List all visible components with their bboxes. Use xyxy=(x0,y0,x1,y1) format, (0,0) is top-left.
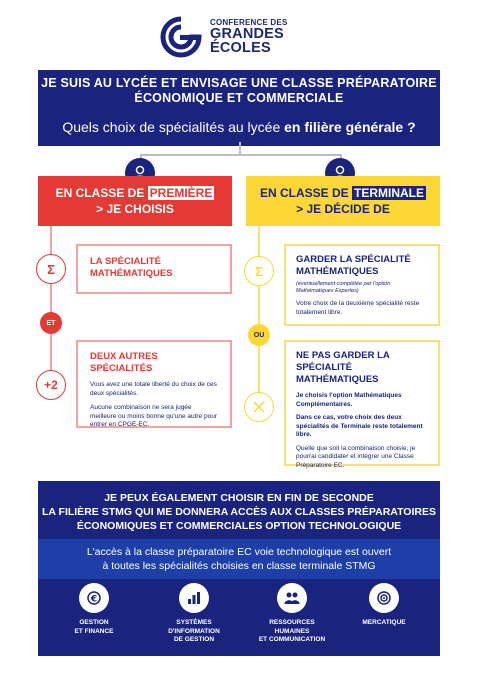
logo-line1: GRANDES xyxy=(210,25,284,42)
connector-h-top xyxy=(140,154,340,156)
right-tree-line xyxy=(258,226,260,411)
track1-l2: ET FINANCE xyxy=(74,627,114,635)
page-title xyxy=(38,76,440,106)
et-label: ET xyxy=(46,319,56,327)
ou-label: OU xyxy=(253,331,265,339)
terminale-highlight: TERMINALE xyxy=(354,186,425,200)
stmg-title xyxy=(38,491,440,533)
stmg-text xyxy=(38,545,440,573)
card2-title: DEUX AUTRES SPÉCIALITÉS xyxy=(90,351,158,374)
r-card2-title-l1: NE PAS GARDER LA xyxy=(296,350,390,361)
card1-title-l2: MATHÉMATIQUES xyxy=(90,268,173,279)
logo-small-text: CONFERENCE DES xyxy=(210,17,288,27)
track4-l1: MERCATIQUE xyxy=(362,619,406,626)
stmg-title-l3: ÉCONOMIQUES ET COMMERCIALES OPTION TECHNOLOGIQUE xyxy=(76,520,402,532)
stmg-section xyxy=(38,481,440,656)
card2-p2: Aucune combinaison ne sera jugée meilleure ou moins bonne qu'une autre pour entrer en CPGE-EC. xyxy=(90,404,217,428)
question-mark: ? xyxy=(407,119,416,135)
r-card2-p2: Dans ce cas, votre choix des deux spécialités de Terminale reste totalement libre. xyxy=(296,414,423,438)
track2-l2: D'INFORMATION xyxy=(168,627,220,635)
sigma-icon: Σ xyxy=(255,263,263,279)
terminale-head-line2: > JE DÉCIDE DE xyxy=(296,202,390,216)
logo xyxy=(160,14,330,60)
money-icon xyxy=(79,583,109,613)
card2-p1: Vous avez une totale liberté du choix de ces deux spécialités. xyxy=(90,381,217,397)
r-card1-note: (éventuellement complétée par l'option Mathématiques Expertes) xyxy=(296,281,391,294)
r-card1-p: Votre choix de la deuxième spécialité reste totalement libre. xyxy=(296,300,420,316)
question-bold: en filière générale xyxy=(284,119,404,135)
track-gestion-finance xyxy=(54,583,134,636)
sigma-icon: Σ xyxy=(47,261,55,277)
cross-icon xyxy=(252,400,266,414)
card-ne-pas-garder xyxy=(284,340,440,469)
premiere-head-line2: > JE CHOISIS xyxy=(96,202,174,216)
title-line2: ÉCONOMIQUE ET COMMERCIALE xyxy=(134,91,344,105)
r-card2-p1: Je choisis l'option Mathématiques Complémentaires. xyxy=(296,392,402,408)
card-specialite-maths xyxy=(76,244,232,294)
r-card2-title-l2: SPÉCIALITÉ MATHÉMATIQUES xyxy=(296,362,379,385)
chart-icon xyxy=(179,583,209,613)
track3-l3: ET COMMUNICATION xyxy=(258,636,326,643)
svg-text:€: € xyxy=(90,594,98,605)
marketing-icon xyxy=(369,583,399,613)
track-mercatique xyxy=(344,583,424,628)
premiere-header xyxy=(38,176,232,226)
ou-pill xyxy=(248,324,270,346)
logo-line2: ÉCOLES xyxy=(210,40,271,56)
track-sig xyxy=(154,583,234,645)
question-pre: Quels choix de spécialités au lycée xyxy=(62,119,281,135)
stmg-text-l2: à toutes les spécialités choisies en classe terminale STMG xyxy=(102,560,376,572)
math-badge-left xyxy=(36,254,66,284)
terminale-head-pre: EN CLASSE DE xyxy=(259,186,349,200)
card-garder-maths xyxy=(284,244,440,326)
plus-two-label: +2 xyxy=(44,378,58,392)
stmg-text-l1: L'accès à la classe préparatoire EC voie technologique est ouvert xyxy=(86,546,392,558)
people-icon xyxy=(277,583,307,613)
track2-l1: SYSTÈMES xyxy=(176,619,212,626)
premiere-head-pre: EN CLASSE DE xyxy=(55,186,145,200)
plus-two-badge xyxy=(36,370,66,400)
et-pill xyxy=(40,312,62,334)
question-banner xyxy=(38,112,440,142)
card1-title-l1: LA SPÉCIALITÉ xyxy=(90,256,161,267)
r-card1-title-l1: GARDER LA SPÉCIALITÉ xyxy=(296,254,411,265)
question-text xyxy=(62,119,415,135)
stmg-title-l1: JE PEUX ÉGALEMENT CHOISIR EN FIN DE SECONDE xyxy=(104,492,374,504)
track3-l2: HUMAINES xyxy=(274,627,310,635)
terminale-header xyxy=(246,176,440,226)
connector-v-center xyxy=(239,142,241,154)
card-deux-specialites xyxy=(76,340,232,428)
stmg-title-l2: LA FILIÈRE STMG QUI ME DONNERA ACCÈS AUX CLASSES PRÉPARATOIRES xyxy=(42,506,436,518)
track3-l1: RESSOURCES xyxy=(269,619,315,626)
track2-l3: DE GESTION xyxy=(173,636,215,643)
math-badge-right xyxy=(244,256,274,286)
title-line1: JE SUIS AU LYCÉE ET ENVISAGE UNE CLASSE PRÉPARATOIRE xyxy=(41,76,437,90)
cross-badge xyxy=(244,392,274,422)
track1-l1: GESTION xyxy=(79,619,109,626)
track-rh xyxy=(252,583,332,645)
r-card1-title-l2: MATHÉMATIQUES xyxy=(296,266,379,277)
cge-logo-icon xyxy=(160,16,202,58)
r-card2-p3: Quelle que soit la combinaison choisie, je pourrai candidater et intégrer une Classe Préparatoire EC. xyxy=(296,444,416,469)
premiere-highlight: PREMIÈRE xyxy=(149,186,213,200)
left-tree-line xyxy=(50,226,52,386)
